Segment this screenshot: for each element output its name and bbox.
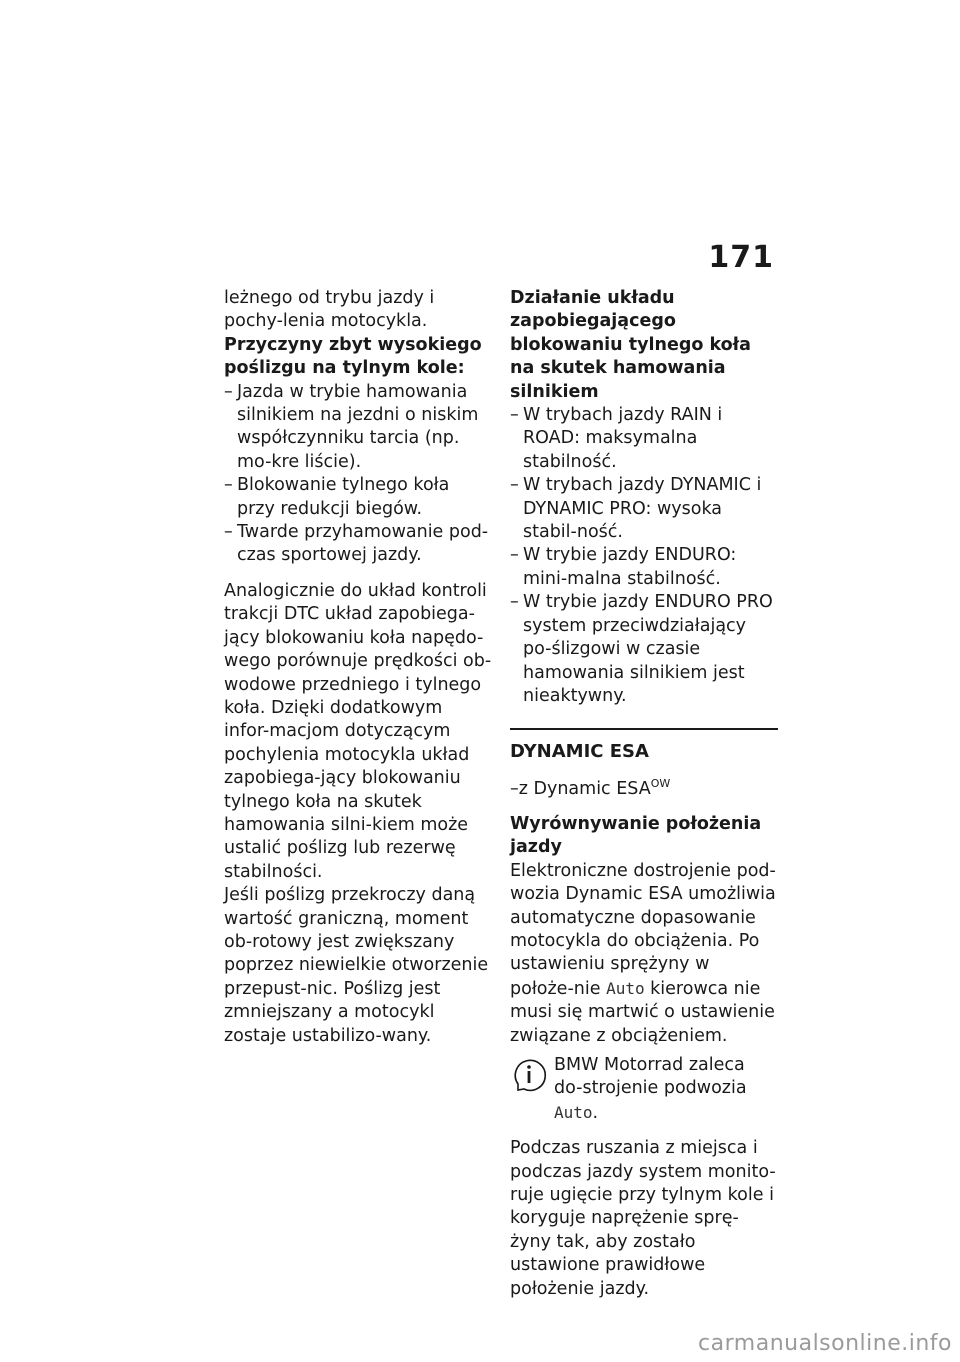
option-code: OW	[650, 776, 671, 790]
list-item: – W trybach jazdy DYNAMIC i DYNAMIC PRO: wysoka stabil-ność.	[510, 475, 762, 543]
paragraph-dtc: Analogicznie do układ kontroli trakcji DTC układ zapobiega-jący blokowaniu koła napędo-wego porównuje prędkości ob-wodowe przedniego i tylnego koła. Dzięki dodatkowym infor-macjom dotyczącym pochylenia motocykla układ zapobiega-jący blokowaniu tylnego koła na skutek hamowania silni-kiem może ustalić poślizg lub rezerwę stabilności.	[224, 580, 492, 882]
heading-excess-slip: Przyczyny zbyt wysokiego poślizgu na tylnym kole:	[224, 334, 482, 379]
heading-ride-height: Wyrównywanie położenia jazdy	[510, 813, 762, 858]
setting-value: Auto	[554, 1102, 593, 1122]
info-note: BMW Motorrad zaleca do-strojenie podwozia Auto.	[510, 1054, 778, 1125]
left-column	[224, 287, 492, 1048]
dash-mark: –	[510, 405, 519, 426]
section-title: DYNAMIC ESA	[510, 741, 649, 763]
dash-mark: –	[510, 545, 519, 566]
dash-mark: –	[510, 778, 519, 799]
dash-mark: –	[224, 381, 233, 402]
list-item: – W trybach jazdy RAIN i ROAD: maksymalna stabilność.	[510, 405, 723, 472]
option-line: –z Dynamic $ESA^{OW}$	[510, 776, 671, 799]
footer-watermark: carmanualsonline.info	[698, 1331, 952, 1356]
setting-value: Auto	[606, 978, 645, 998]
paragraph-slip-limit: Jeśli poślizg przekroczy daną wartość graniczną, moment ob-rotowy jest zwiększany poprzez niewielkie otworzenie przepust-nic. Poślizg jest zmniejszany a motocykl zostaje ustabilizo-wany.	[224, 885, 489, 1046]
list-item: – Blokowanie tylnego koła przy redukcji biegów.	[224, 475, 450, 519]
section-divider	[510, 728, 778, 730]
dash-mark: –	[224, 522, 233, 543]
info-icon	[510, 1056, 548, 1094]
dash-mark: –	[510, 592, 519, 613]
intro-text: leżnego od trybu jazdy i pochy-lenia motocykla.	[224, 288, 435, 332]
page-number: 171	[708, 240, 774, 275]
dash-mark: –	[510, 475, 519, 496]
list-item: – W trybie jazdy ENDURO: mini-malna stabilność.	[510, 545, 737, 589]
paragraph-esa: Elektroniczne dostrojenie pod-wozia Dynamic ESA umożliwia automatyczne dopasowanie motocykla do obciążenia. Po ustawieniu sprężyny w położe-nie Auto kierowca nie musi się martwić o ustawienie związane z obciążeniem.	[510, 860, 776, 1046]
heading-engine-brake: Działanie układu zapobiegającego blokowaniu tylnego koła na skutek hamowania silnikiem	[510, 288, 751, 402]
list-item: – Twarde przyhamowanie pod-czas sportowej jazdy.	[224, 522, 489, 566]
modes-list	[510, 404, 778, 708]
causes-list	[224, 381, 492, 568]
paragraph-monitoring: Podczas ruszania z miejsca i podczas jazdy system monito-ruje ugięcie przy tylnym kole i koryguje naprężenie sprę-żyny tak, aby zostało ustawione prawidłowe położenie jazdy.	[510, 1138, 776, 1299]
list-item: – W trybie jazdy ENDURO PRO system przeciwdziałający po-ślizgowi w czasie hamowania silnikiem jest nieaktywny.	[510, 592, 773, 706]
dash-mark: –	[224, 475, 233, 496]
list-item: – Jazda w trybie hamowania silnikiem na jezdni o niskim współczynniku tarcia (np. mo-kre liście).	[224, 381, 479, 472]
right-column	[510, 287, 778, 1301]
